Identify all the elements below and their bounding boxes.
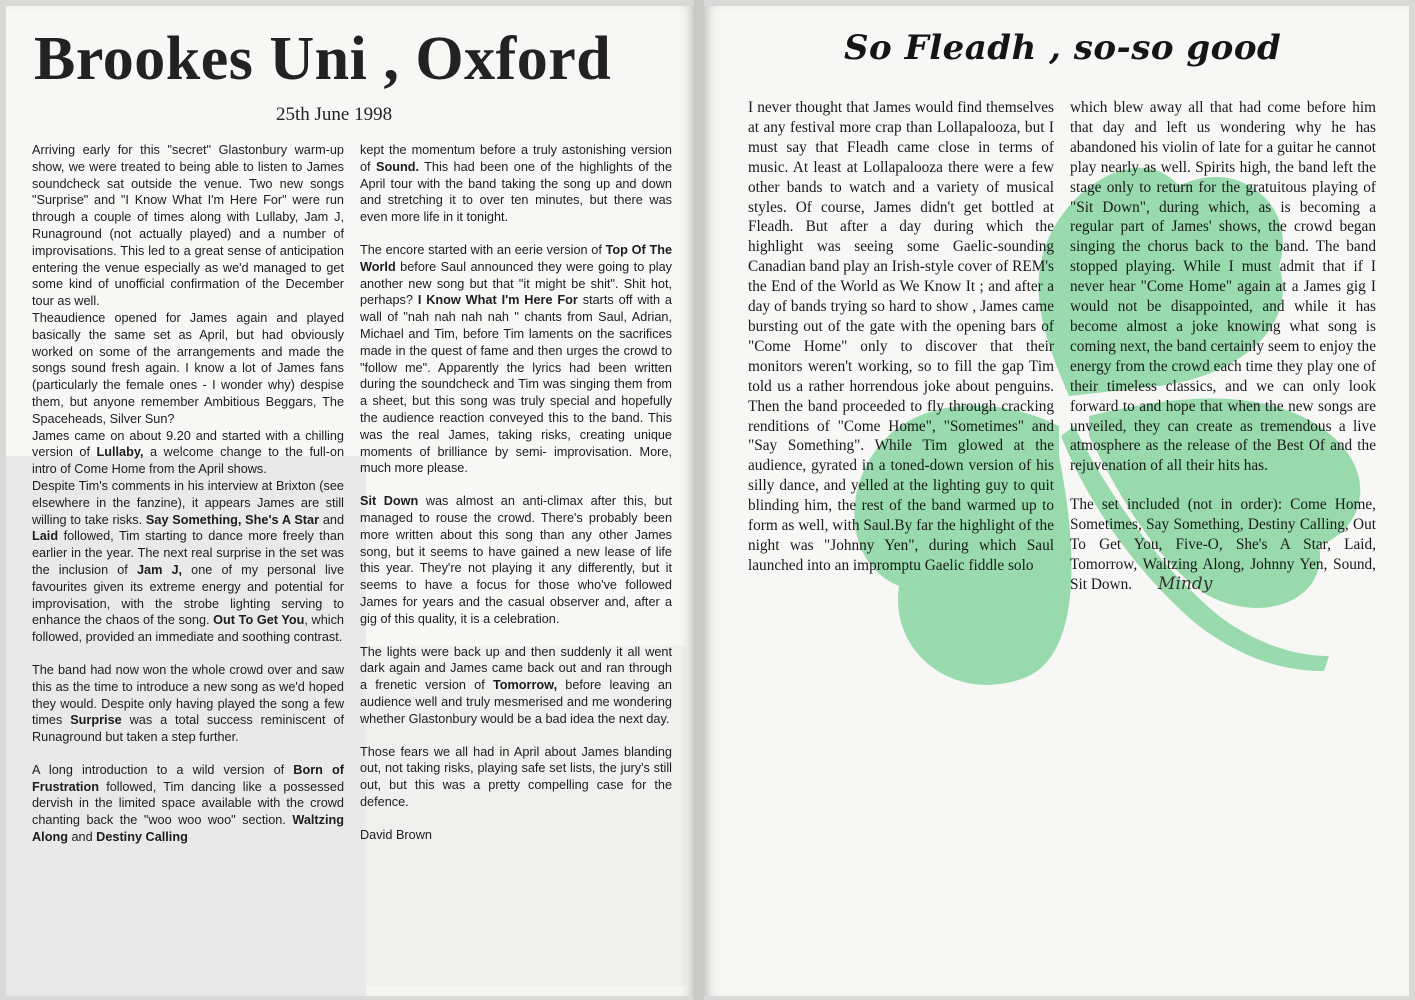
bold-song-title: Sit Down: [360, 494, 419, 509]
paragraph: which blew away all that had come before him that day and left us wondering why he has abandoned his violin of late for a guitar he cannot play nearly as well. Spirits high, the band left the stage only to return for the gratuitous playing of "Sit Down", during which, as is becoming a regular part of James' shows, the crowd began singing the chorus back to the band. The band stopped playing. While I must admit that if I never hear "Come Home" again at a James gig I would not be disappointed, and while it has become almost a joke knowing what song is coming next, the band certainly seem to enjoy the energy from the crowd each time they play one of their timeless classics, and we can only look forward to and hope that when the new songs are unveiled, they can create as tremendous a live atmosphere as the release of the Best Of and the rejuvenation of all their hits has.: [1070, 99, 1376, 475]
text-run: Arriving early for this "secret" Glastonbury warm-up show, we were treated to being able to listen to James soundcheck sat outside the venue. Two new songs "Surprise" and "I Know What I'm Here For" were run through a couple of times along with Lullaby, Jam J, Runaground (not actually played) and a number of improvisations. This led to a great sense of anticipation entering the venue especially as we'd managed to get some kind of unofficial confirmation of the December tour as well.: [32, 143, 344, 309]
bold-song-title: Laid: [32, 529, 59, 544]
text-run: , which followed, provided an immediate and soothing contrast.: [32, 613, 344, 645]
paragraph: [32, 310, 344, 428]
text-run: Those fears we all had in April about James blanding out, not taking risks, playing safe set lists, the jury's still out, but this was a pretty compelling case for the defence.: [360, 744, 672, 809]
paragraph: [32, 142, 344, 310]
bold-song-title: Destiny Calling: [96, 830, 188, 845]
page-gutter: [694, 0, 704, 1000]
right-page: [704, 6, 1409, 996]
paragraph: [32, 478, 344, 646]
text-run: was a total success reminiscent of Runaground but taken a step further.: [32, 713, 344, 745]
text-run: and: [67, 830, 97, 845]
article-column-1: [748, 98, 1054, 595]
article-column-1: [32, 142, 344, 862]
bold-song-title: Born of Frustration: [32, 762, 344, 794]
text-run: starts off with a wall of "nah nah nah nah " chants from Saul, Adrian, Michael and Tim, before Tim laments on the sacrifices made in the quest of fame and then urges the crowd to "follow me". Apparently the lyrics had been written during the soundcheck and Tim was singing them from a sheet, but this song was truly special and hopefully the audience reaction conveyed this to the band. This was the real James, taking risks, creating unique moments of brilliance by semi- improvisation. More, much more please.: [360, 293, 672, 476]
text-run: and: [319, 512, 345, 527]
paragraph: [32, 428, 344, 478]
paragraph: [360, 827, 672, 844]
text-run: was almost an anti-climax after this, but managed to rouse the crowd. There's probably been more written about this song than any other James song, but it seems to have gained a new lease of life this year. They're not playing it any differently, but it seems to have a focus for those who've followed James for years and the casual observer and, after a gig of this quality, it is a celebration.: [360, 494, 672, 626]
left-page: [6, 6, 694, 996]
article-column-2: [360, 142, 672, 859]
bold-song-title: Sound.: [376, 159, 419, 174]
text-run: David Brown: [360, 827, 432, 842]
paragraph: [360, 493, 672, 627]
text-run: This had been one of the highlights of the April tour with the band taking the song up and down and stretching it to over ten minutes, but there was even more life in it tonight.: [360, 159, 673, 225]
article-date: 25th June 1998: [276, 104, 393, 125]
bold-song-title: Lullaby,: [96, 445, 144, 460]
text-run: Despite Tim's comments in his interview at Brixton (see elsewhere in the fanzine), it appears James are still willing to take risks.: [32, 478, 344, 527]
text-run: a welcome change to the full-on intro of Come Home from the April shows.: [32, 445, 344, 477]
paragraph: [360, 744, 672, 811]
bold-song-title: Waltzing Along: [32, 813, 344, 845]
text-run: James came on about 9.20 and started with a chilling version of: [32, 428, 344, 460]
text-run: before Saul announced they were going to play another new song but that "it might be shit". Shit hot, perhaps?: [360, 259, 672, 308]
article-title: Brookes Uni , Oxford: [34, 25, 612, 93]
bold-song-title: Out To Get You: [213, 613, 305, 628]
author-signature: Mindy: [1158, 573, 1213, 594]
set-list: [1070, 495, 1376, 595]
text-run: The encore started with an eerie version of: [360, 242, 606, 257]
paragraph: [360, 142, 672, 226]
bold-song-title: Top Of The World: [360, 242, 672, 274]
paragraph: [32, 662, 344, 746]
article-title: So Fleadh , so-so good: [844, 28, 1282, 68]
bold-song-title: Tomorrow,: [492, 678, 558, 693]
text-run: followed, Tim dancing like a possessed dervish in the limited space available with the crowd chanting back the "woo woo woo" section.: [32, 779, 344, 828]
bold-song-title: I Know What I'm Here For: [417, 293, 578, 308]
text-run: The band had now won the whole crowd over and saw this as the time to introduce a new song as we'd hoped they would. Despite only having played the song a few times: [32, 662, 344, 728]
text-run: one of my personal live favourites given its extreme energy and potential for improvisation, with the strobe lighting serving to enhance the chaos of the song.: [32, 562, 345, 628]
paragraph: I never thought that James would find themselves at any festival more crap than Lollapalooza, but I must say that Fleadh came close in terms of music. At least at Lollapalooza there were a few other bands to watch and a variety of musical styles. Of course, James didn't get bottled at Fleadh. But after a day during which the highlight was seeing some Gaelic-sounding Canadian band play an Irish-style cover of REM's the End of the World as We Know It ; and after a day of bands trying so hard to show , James came bursting out of the gate with the opening bars of "Come Home" only to discover that their monitors weren't working, so to fill the gap Tim told us a rather horrendous joke about penguins. Then the band proceeded to fly through cracking renditions of "Come Home", "Sometimes" and "Say Something". While Tim glowed at the audience, gyrated in a toned-down version of his silly dance, and yelled at the lighting guy to quit blinding him, the rest of the band warmed up to form as well, with Saul.By far the highlight of the night was "Johnny Yen", during which Saul launched into an impromptu Gaelic fiddle solo: [748, 99, 1054, 574]
set-list-text: The set included (not in order): Come Home, Sometimes, Say Something, Destiny Calling, Out To Get You, Five-O, She's A Star, Laid, Tomorrow, Waltzing Along, Johnny Yen, Sound, Sit Down.: [1070, 496, 1376, 593]
text-run: The lights were back up and then suddenly it all went dark again and James came back out and ran through a frenetic version of: [360, 644, 672, 693]
paragraph: [32, 762, 344, 846]
text-run: Theaudience opened for James again and played basically the same set as April, but had obviously worked on some of the arrangements and made the songs sound fresh again. I know a lot of James fans (particularly the female ones - I wonder why) despise them, but anyone remember Ambitious Beggars, The Spaceheads, Silver Sun?: [32, 310, 344, 426]
text-run: A long introduction to a wild version of: [32, 762, 294, 777]
paragraph: [360, 242, 672, 477]
paragraph: [360, 644, 672, 728]
text-run: before leaving an audience well and truly mesmerised and me wondering whether Glastonbury would be a bad idea the next day.: [360, 678, 672, 726]
bold-song-title: Jam J,: [136, 562, 183, 577]
text-run: followed, Tim starting to dance more freely than earlier in the year. The next real surprise in the set was the inclusion of: [32, 529, 344, 577]
text-run: kept the momentum before a truly astonishing version of: [360, 143, 672, 174]
bold-song-title: Say Something, She's A Star: [145, 512, 320, 527]
article-column-2: [1070, 98, 1376, 614]
bold-song-title: Surprise: [70, 713, 122, 728]
